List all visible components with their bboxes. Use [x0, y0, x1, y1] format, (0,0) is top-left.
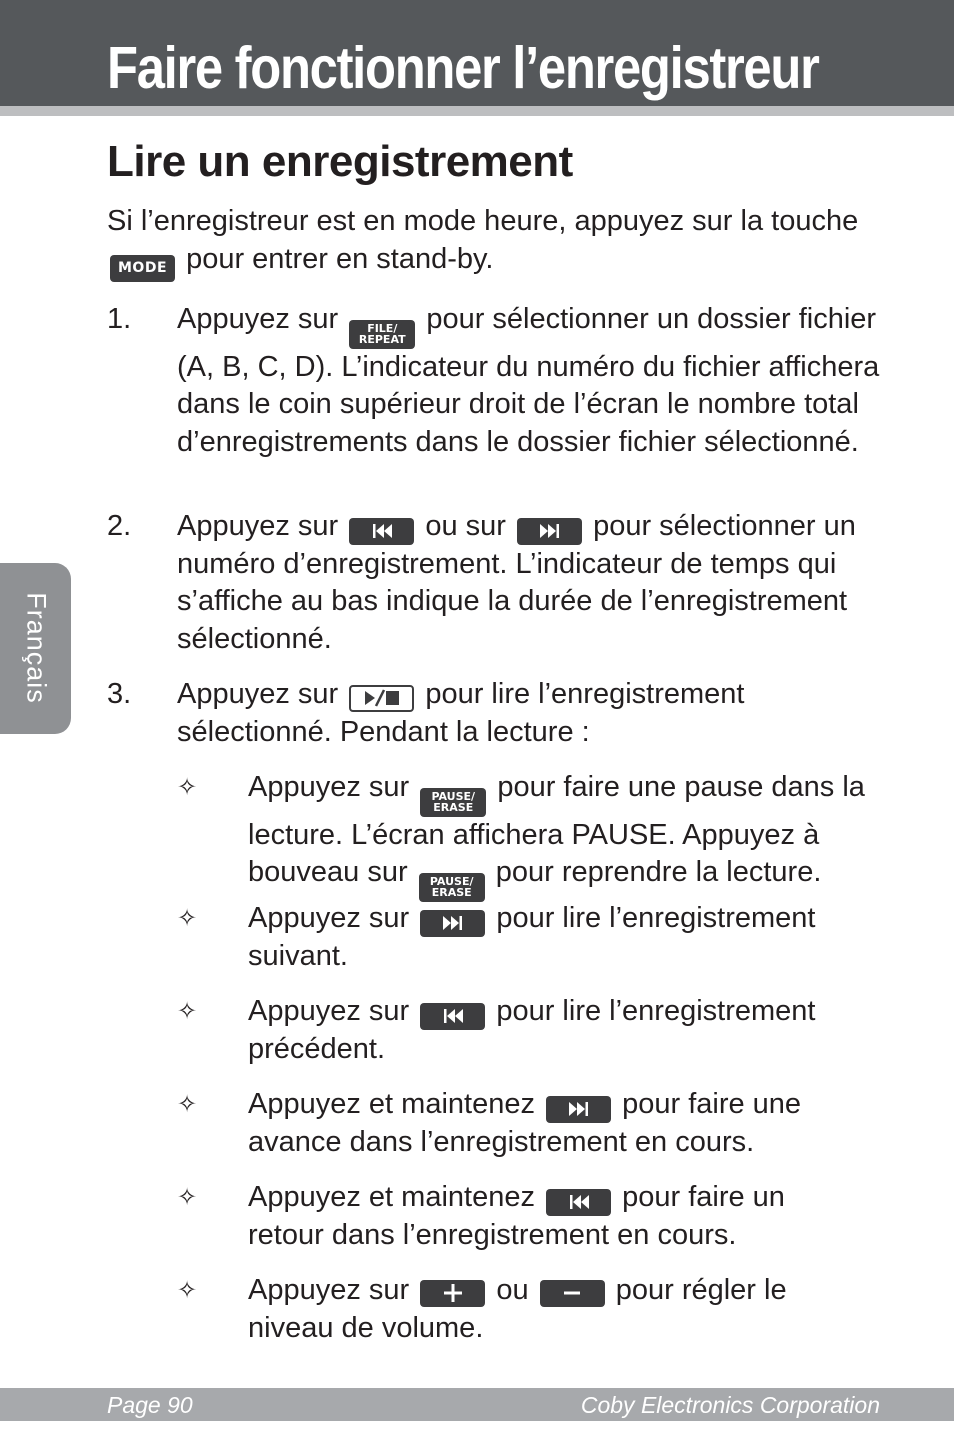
- bullet-text-before: Appuyez et maintenez: [248, 1181, 535, 1213]
- intro-paragraph: [107, 203, 897, 282]
- step-text: [177, 508, 897, 659]
- bullet-text: [248, 769, 868, 902]
- step-text-before: Appuyez sur: [177, 678, 339, 710]
- section-title: Lire un enregistrement: [107, 137, 573, 186]
- bullet-text: [248, 993, 868, 1068]
- key-line: PAUSE/: [429, 875, 474, 889]
- bullet-star-icon: ✧: [177, 773, 198, 801]
- footer-page-number: Page 90: [107, 1392, 193, 1418]
- bullet-text: [248, 900, 868, 975]
- pause-erase-key-icon: [419, 873, 485, 902]
- page-title: Faire fonctionner l’enregistreur: [107, 35, 819, 101]
- bullet-star-icon: ✧: [177, 1276, 198, 1304]
- bullet-text-after: pour régler le niveau de volume.: [248, 1274, 787, 1344]
- step-text-middle: ou sur: [425, 510, 506, 542]
- pause-erase-key-icon: [420, 788, 486, 817]
- language-side-label: Français: [21, 592, 52, 704]
- key-line: ERASE: [433, 801, 474, 814]
- intro-text-after: pour entrer en stand-by.: [186, 242, 494, 275]
- step-text-after: pour sélectionner un numéro d’enregistrement. L’indicateur de temps qui s’affiche au bas indique la durée de l’enregistrement sélectionné.: [177, 510, 856, 656]
- bullet-text: [248, 1179, 868, 1254]
- bullet-text-before: Appuyez sur: [248, 1274, 410, 1306]
- previous-track-key-icon: [420, 1003, 485, 1030]
- bullet-text-before: Appuyez sur: [248, 902, 410, 934]
- bullet-text-after: pour reprendre la lecture.: [495, 856, 822, 889]
- play-stop-key-icon: [349, 685, 414, 712]
- bullet-text-after: pour lire l’enregistrement précédent.: [248, 995, 816, 1065]
- step-number: 1.: [107, 303, 132, 335]
- bullet-text-after: pour lire l’enregistrement suivant.: [248, 902, 816, 972]
- step-text-after: pour lire l’enregistrement sélectionné. Pendant la lecture :: [177, 678, 745, 748]
- key-line: ERASE: [431, 886, 472, 900]
- step-text: [177, 676, 897, 751]
- file-repeat-key-icon: [349, 320, 415, 349]
- bullet-text-after: pour faire une avance dans l’enregistrement en cours.: [248, 1088, 802, 1158]
- step-number: 2.: [107, 510, 132, 542]
- bullet-star-icon: ✧: [177, 1183, 198, 1211]
- key-line: FILE/: [367, 322, 398, 335]
- bullet-star-icon: ✧: [177, 1090, 198, 1118]
- bullet-text-before: Appuyez sur: [248, 771, 410, 803]
- next-track-key-icon: [420, 910, 485, 937]
- previous-track-key-icon: [349, 518, 414, 545]
- step-text-after: pour sélectionner un dossier fichier (A, B, C, D). L’indicateur du numéro du fichier affichera dans le coin supérieur droit de l’écran le nombre total d’enregistrements dans le dossier fichier sélectionné.: [177, 303, 880, 458]
- step-text: [177, 301, 897, 462]
- bullet-text-after: pour faire un retour dans l’enregistrement en cours.: [248, 1181, 785, 1251]
- key-line: PAUSE/: [431, 790, 476, 803]
- footer-company: Coby Electronics Corporation: [580, 1392, 880, 1418]
- step-text-before: Appuyez sur: [177, 303, 339, 335]
- previous-track-key-icon: [546, 1189, 611, 1216]
- next-track-key-icon: [517, 518, 582, 545]
- bullet-star-icon: ✧: [177, 904, 198, 932]
- mode-key-icon: MODE: [110, 255, 175, 282]
- step-text-before: Appuyez sur: [177, 510, 339, 542]
- volume-down-key-icon: [540, 1280, 605, 1307]
- bullet-text-middle: pour faire une pause dans la lecture. L’écran affichera PAUSE. Appuyez à bouveau sur: [248, 771, 865, 889]
- bullet-text-middle: ou: [496, 1274, 529, 1306]
- next-track-key-icon: [546, 1096, 611, 1123]
- bullet-text: [248, 1086, 868, 1161]
- bullet-text: [248, 1272, 868, 1347]
- volume-up-key-icon: [420, 1280, 485, 1307]
- bullet-star-icon: ✧: [177, 997, 198, 1025]
- step-number: 3.: [107, 678, 132, 710]
- intro-text-before: Si l’enregistreur est en mode heure, appuyez sur la touche: [107, 205, 859, 237]
- bullet-text-before: Appuyez sur: [248, 995, 410, 1027]
- bullet-text-before: Appuyez et maintenez: [248, 1088, 535, 1120]
- key-line: REPEAT: [358, 333, 406, 346]
